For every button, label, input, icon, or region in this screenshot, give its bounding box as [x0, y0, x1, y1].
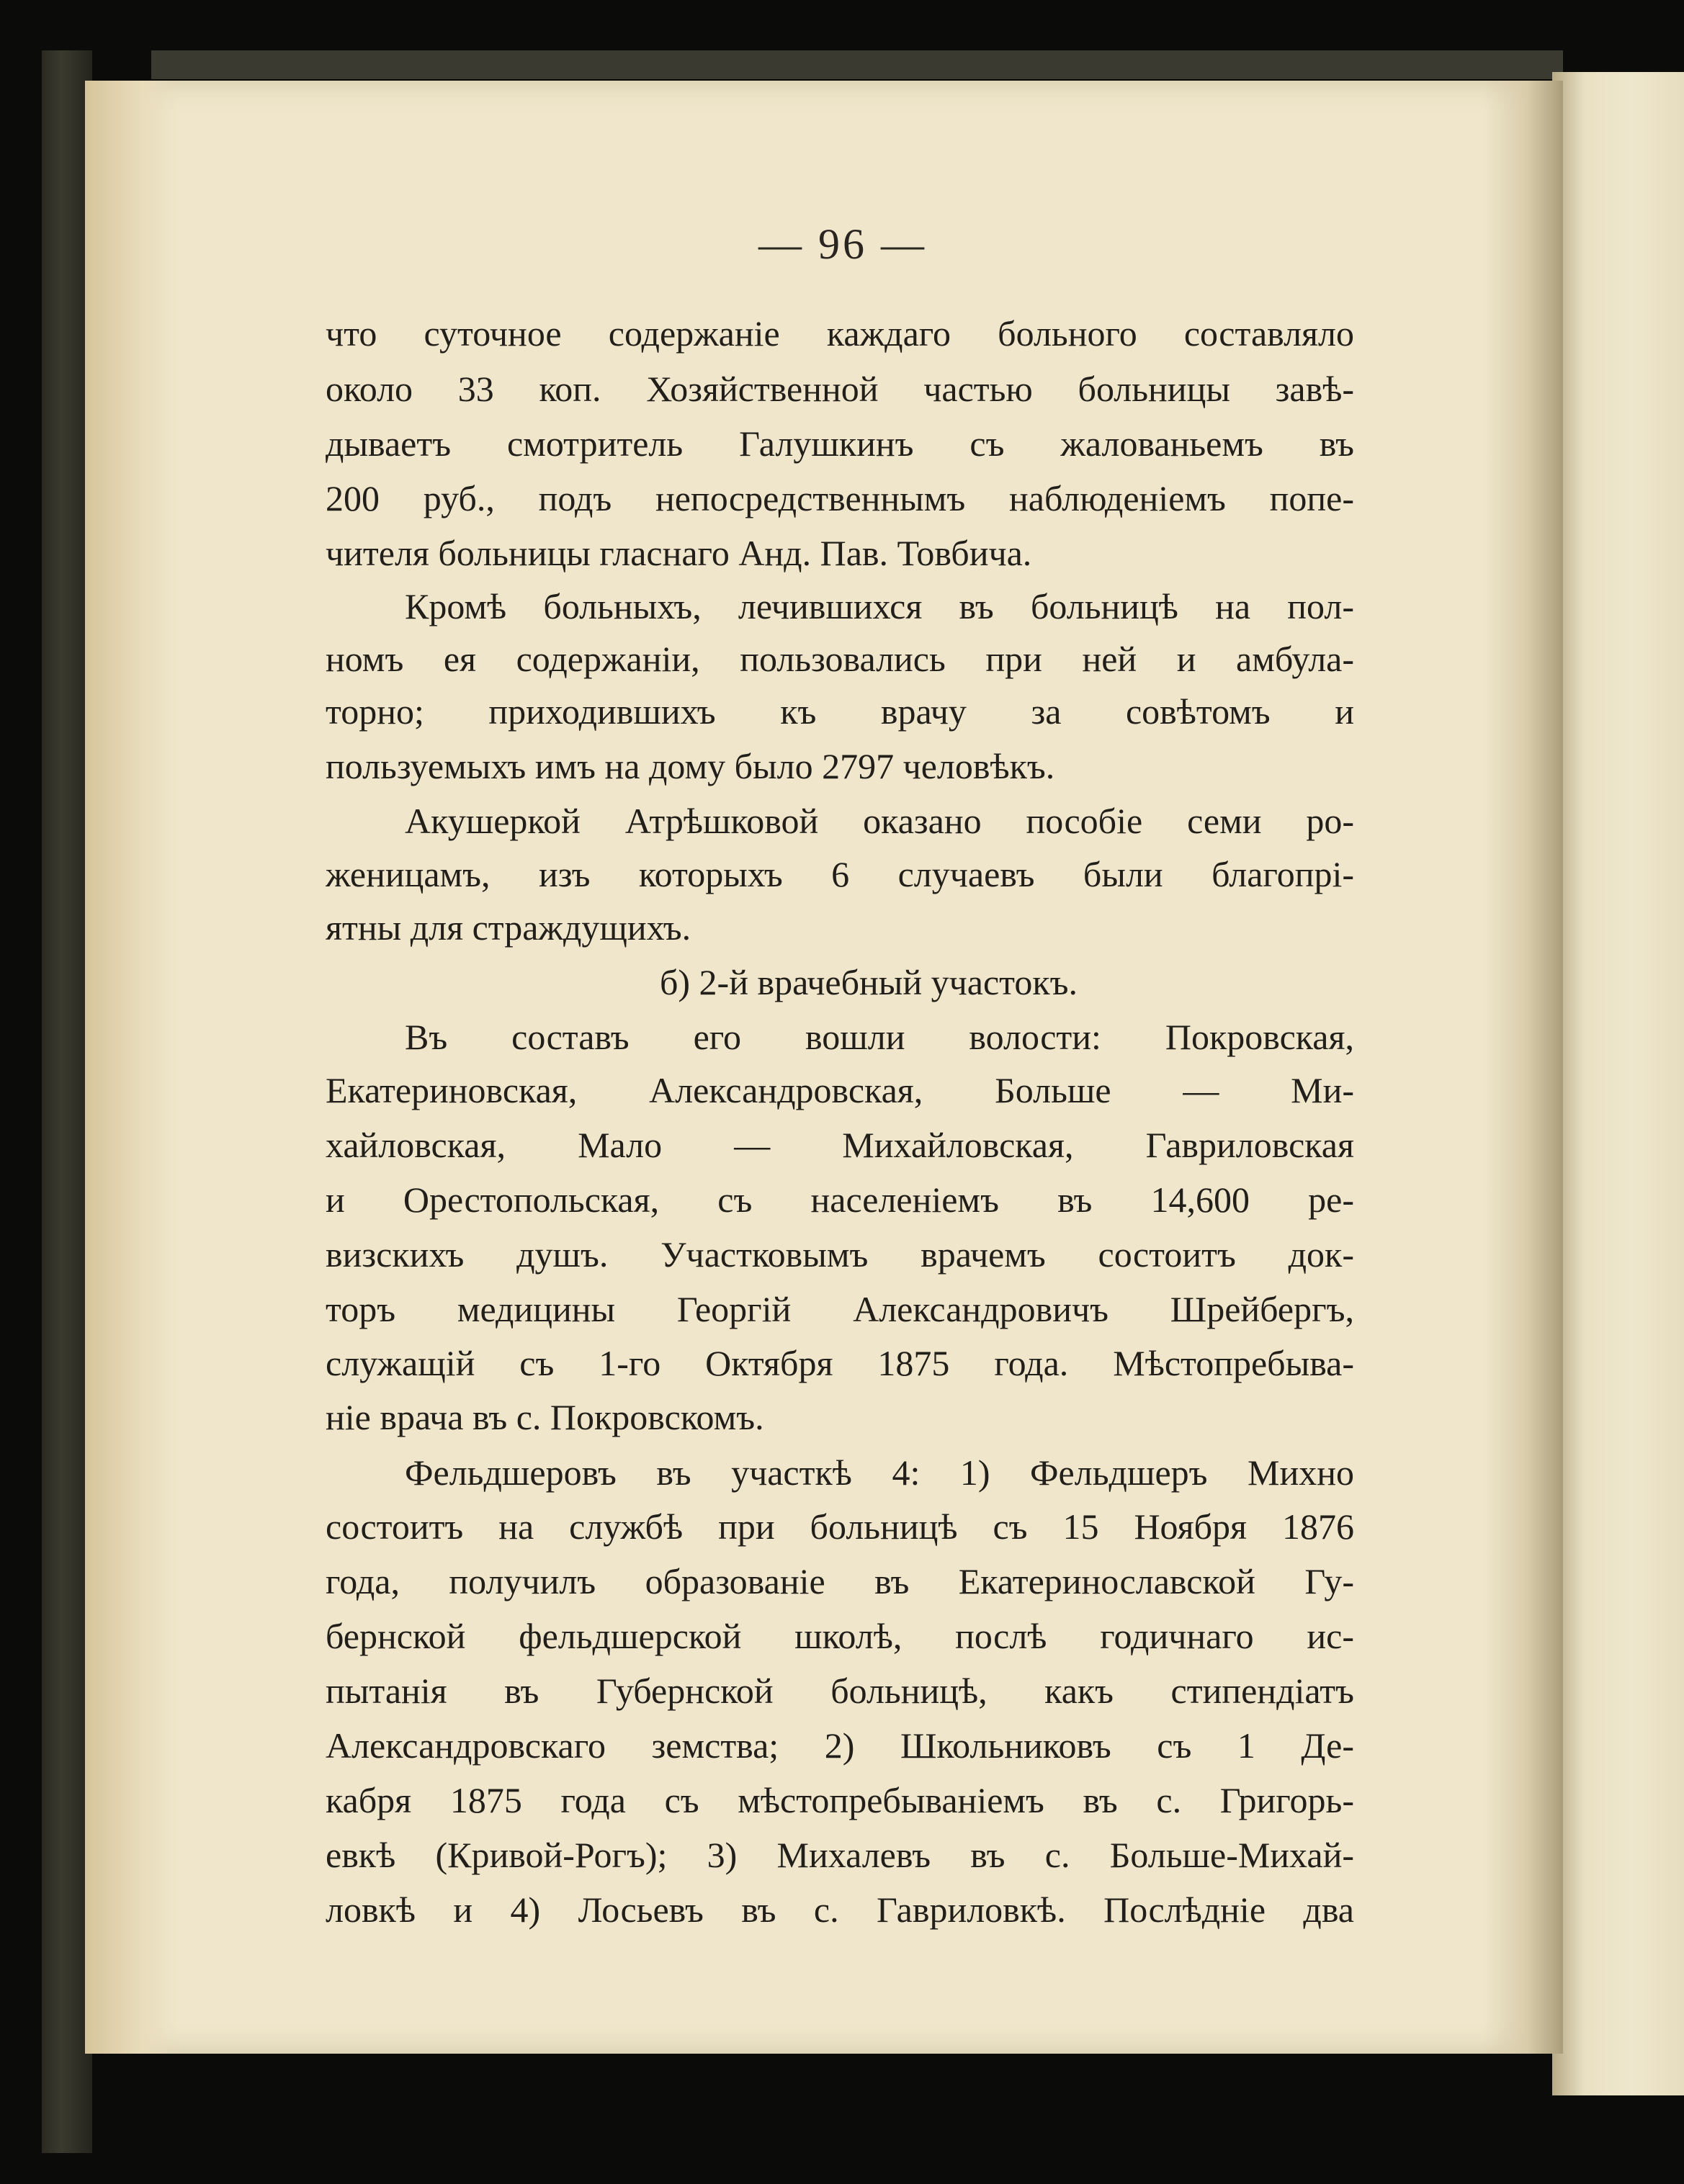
text-line: Въ составъ его вошли волости: Покровская,: [405, 1017, 1354, 1057]
text-line: бернской фельдшерской школѣ, послѣ годичнаго ис-: [326, 1616, 1354, 1656]
text-line: визскихъ душъ. Участковымъ врачемъ состоитъ док-: [326, 1234, 1354, 1275]
text-line: Акушеркой Атрѣшковой оказано пособіе семи ро-: [405, 801, 1354, 841]
text-line: дываетъ смотритель Галушкинъ съ жалованьемъ въ: [326, 423, 1354, 464]
page-edge-shading: [85, 81, 179, 2054]
text-line: служащій съ 1-го Октября 1875 года. Мѣстопребыва-: [326, 1343, 1354, 1383]
text-line: состоитъ на службѣ при больницѣ съ 15 Ноября 1876: [326, 1506, 1354, 1547]
text-line: ніе врача въ с. Покровскомъ.: [326, 1397, 764, 1437]
text-line: Фельдшеровъ въ участкѣ 4: 1) Фельдшеръ Михно: [405, 1452, 1354, 1493]
facing-page-edge: [1552, 72, 1684, 2095]
text-line: Александровскаго земства; 2) Школьниковъ съ 1 Де-: [326, 1725, 1354, 1766]
section-heading-text: б) 2-й врачебный участокъ.: [659, 962, 1078, 1002]
text-line: кабря 1875 года съ мѣстопребываніемъ въ с. Григорь-: [326, 1780, 1354, 1820]
book-cover-top: [151, 50, 1563, 79]
text-line: ловкѣ и 4) Лосьевъ въ с. Гавриловкѣ. Послѣдніе два: [326, 1889, 1354, 1930]
text-line: хайловская, Мало — Михайловская, Гавриловская: [326, 1125, 1354, 1165]
text-line: около 33 коп. Хозяйственной частью больницы завѣ-: [326, 369, 1354, 409]
page-gutter: [1484, 81, 1563, 2054]
text-line: евкѣ (Кривой-Рогъ); 3) Михалевъ въ с. Больше-Михай-: [326, 1835, 1354, 1875]
text-line: года, получилъ образованіе въ Екатеринославской Гу-: [326, 1561, 1354, 1601]
text-line: 200 руб., подъ непосредственнымъ наблюденіемъ попе-: [326, 478, 1354, 518]
page-number: — 96 —: [758, 220, 927, 268]
text-line: Кромѣ больныхъ, лечившихся въ больницѣ на пол-: [405, 586, 1354, 626]
text-line: чителя больницы гласнаго Анд. Пав. Товбича.: [326, 533, 1032, 573]
text-line: торно; приходившихъ къ врачу за совѣтомъ и: [326, 691, 1354, 732]
text-line: ятны для страждущихъ.: [326, 907, 691, 948]
text-line: и Орестопольская, съ населеніемъ въ 14,600 ре-: [326, 1179, 1354, 1220]
text-line: пользуемыхъ имъ на дому было 2797 человѣкъ.: [326, 746, 1055, 786]
text-line: Екатериновская, Александровская, Больше — Ми-: [326, 1070, 1354, 1110]
text-line: номъ ея содержаніи, пользовались при ней и амбула-: [326, 639, 1354, 679]
section-heading: [326, 961, 1354, 1004]
text-line: торъ медицины Георгій Александровичъ Шрейбергъ,: [326, 1289, 1354, 1329]
text-line: пытанія въ Губернской больницѣ, какъ стипендіатъ: [326, 1671, 1354, 1711]
text-line: женицамъ, изъ которыхъ 6 случаевъ были благопрі-: [326, 854, 1354, 894]
text-line: что суточное содержаніе каждаго больного составляло: [326, 313, 1354, 354]
